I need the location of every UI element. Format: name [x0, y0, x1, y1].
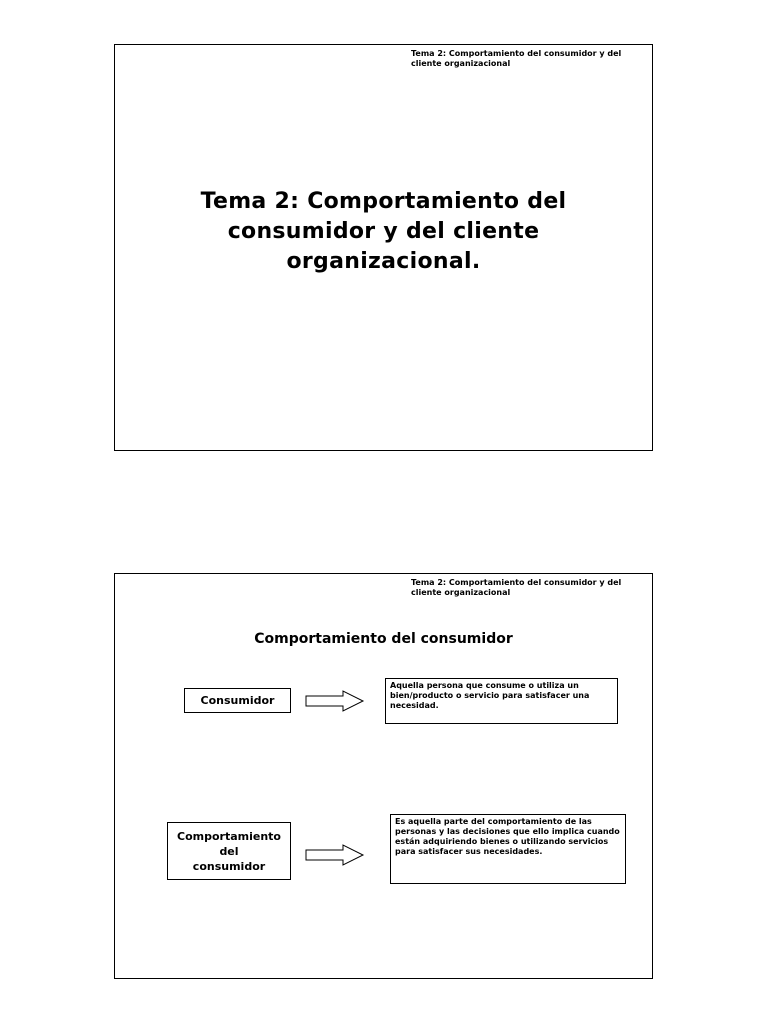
term-box-comportamiento [167, 822, 291, 880]
term-line: Comportamiento [177, 829, 281, 843]
right-arrow-icon [305, 690, 365, 712]
slide-2 [114, 573, 653, 979]
term-line: consumidor [192, 859, 266, 873]
slide-1 [114, 44, 653, 451]
slide-title-line: Tema 2: Comportamiento del [200, 189, 567, 214]
definition-box-consumidor: Aquella persona que consume o utiliza un bien/producto o servicio para satisfacer una necesidad. [385, 678, 618, 724]
slide-header-note: Tema 2: Comportamiento del consumidor y del cliente organizacional [411, 49, 622, 68]
slide-title-line: consumidor y del cliente [227, 219, 540, 244]
definition-box-comportamiento: Es aquella parte del comportamiento de las personas y las decisiones que ello implica cuando están adquiriendo bienes o utilizando servicios para satisfacer sus necesidades. [390, 814, 626, 884]
slide-title [115, 187, 652, 277]
term-line: del [219, 844, 239, 858]
slide-title-line: organizacional. [286, 249, 481, 274]
term-box-consumidor: Consumidor [184, 688, 291, 713]
right-arrow-icon [305, 844, 365, 866]
slide-header-note: Tema 2: Comportamiento del consumidor y del cliente organizacional [411, 578, 622, 597]
section-title: Comportamiento del consumidor [254, 631, 513, 647]
